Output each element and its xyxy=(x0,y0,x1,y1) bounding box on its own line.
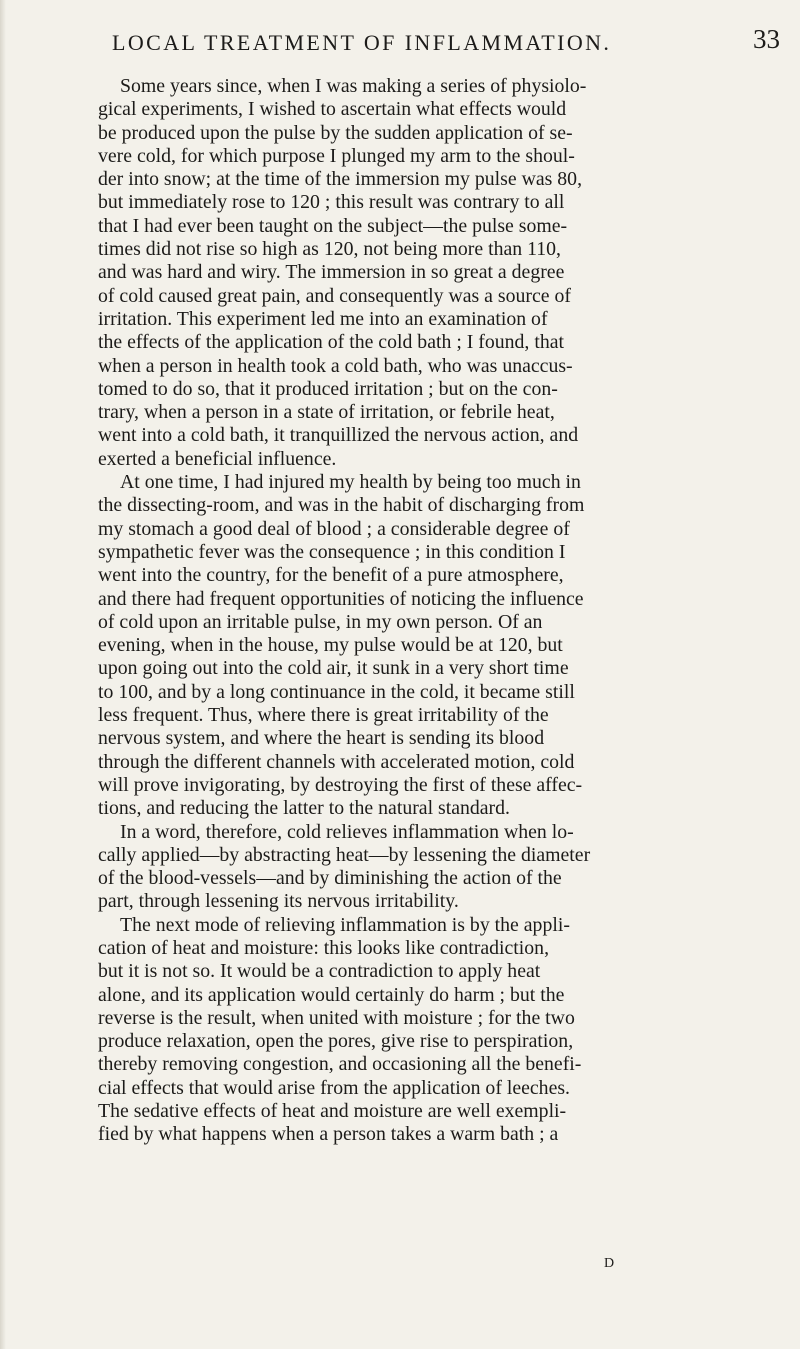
text-line: The next mode of relieving inflammation is by the appli- xyxy=(120,913,570,936)
text-line: In a word, therefore, cold relieves inflammation when lo- xyxy=(120,820,574,843)
text-line: tions, and reducing the latter to the natural standard. xyxy=(98,797,510,820)
text-line: my stomach a good deal of blood ; a considerable degree of xyxy=(98,517,570,540)
text-line: sympathetic fever was the consequence ; in this condition I xyxy=(98,540,566,563)
running-title: LOCAL TREATMENT OF INFLAMMATION. xyxy=(112,30,612,55)
text-line: tomed to do so, that it produced irritation ; but on the con- xyxy=(98,377,558,400)
text-line: will prove invigorating, by destroying the first of these affec- xyxy=(98,773,583,796)
text-line: nervous system, and where the heart is sending its blood xyxy=(98,727,545,750)
text-line: fied by what happens when a person takes a warm bath ; a xyxy=(98,1123,559,1146)
text-line: be produced upon the pulse by the sudden application of se- xyxy=(98,121,573,144)
text-line: evening, when in the house, my pulse would be at 120, but xyxy=(98,634,563,657)
text-line: alone, and its application would certainly do harm ; but the xyxy=(98,983,565,1006)
text-line: when a person in health took a cold bath, who was unaccus- xyxy=(98,354,573,377)
text-line: Some years since, when I was making a series of physiolo- xyxy=(120,75,587,97)
text-line: through the different channels with accelerated motion, cold xyxy=(98,750,575,773)
text-line: the dissecting-room, and was in the habit of discharging from xyxy=(98,494,585,517)
text-line: of cold caused great pain, and consequently was a source of xyxy=(98,284,571,307)
text-line: vere cold, for which purpose I plunged my arm to the shoul- xyxy=(98,144,575,167)
text-line: but it is not so. It would be a contradiction to apply heat xyxy=(98,960,541,983)
text-line: times did not rise so high as 120, not being more than 110, xyxy=(98,238,561,261)
text-line: irritation. This experiment led me into an examination of xyxy=(98,307,548,330)
text-line: cally applied—by abstracting heat—by lessening the diameter xyxy=(98,843,591,866)
text-line: The sedative effects of heat and moisture are well exempli- xyxy=(98,1100,567,1123)
page-left-edge xyxy=(0,0,6,1349)
text-line: produce relaxation, open the pores, give rise to perspiration, xyxy=(98,1030,574,1053)
page-number: 33 xyxy=(753,24,780,54)
text-line: reverse is the result, when united with moisture ; for the two xyxy=(98,1006,575,1029)
text-line: but immediately rose to 120 ; this result was contrary to all xyxy=(98,191,565,214)
text-line: went into a cold bath, it tranquillized the nervous action, and xyxy=(98,424,579,447)
text-line: and there had frequent opportunities of noticing the influence xyxy=(98,587,584,610)
text-line: exerted a beneficial influence. xyxy=(98,447,337,470)
text-line: cation of heat and moisture: this looks like contradiction, xyxy=(98,936,550,959)
text-line: At one time, I had injured my health by being too much in xyxy=(120,471,581,494)
text-line: der into snow; at the time of the immersion my pulse was 80, xyxy=(98,168,583,191)
text-line: less frequent. Thus, where there is great irritability of the xyxy=(98,704,549,727)
text-line: cial effects that would arise from the application of leeches. xyxy=(98,1076,570,1099)
text-line: gical experiments, I wished to ascertain what effects would xyxy=(98,98,567,121)
text-line: and was hard and wiry. The immersion in so great a degree xyxy=(98,261,565,284)
text-line: went into the country, for the benefit of a pure atmosphere, xyxy=(98,564,564,587)
text-line: trary, when a person in a state of irritation, or febrile heat, xyxy=(98,401,555,424)
text-line: upon going out into the cold air, it sunk in a very short time xyxy=(98,657,569,680)
text-line: thereby removing congestion, and occasioning all the benefi- xyxy=(98,1053,582,1076)
text-line: part, through lessening its nervous irritability. xyxy=(98,890,459,913)
signature-mark: D xyxy=(604,1256,615,1271)
page-header xyxy=(112,24,780,70)
text-line: that I had ever been taught on the subject—the pulse some- xyxy=(98,214,568,237)
body-text xyxy=(98,75,788,1147)
text-line: to 100, and by a long continuance in the cold, it became still xyxy=(98,680,575,703)
text-line: of cold upon an irritable pulse, in my own person. Of an xyxy=(98,610,543,633)
text-line: the effects of the application of the cold bath ; I found, that xyxy=(98,331,564,354)
text-line: of the blood-vessels—and by diminishing the action of the xyxy=(98,867,562,890)
